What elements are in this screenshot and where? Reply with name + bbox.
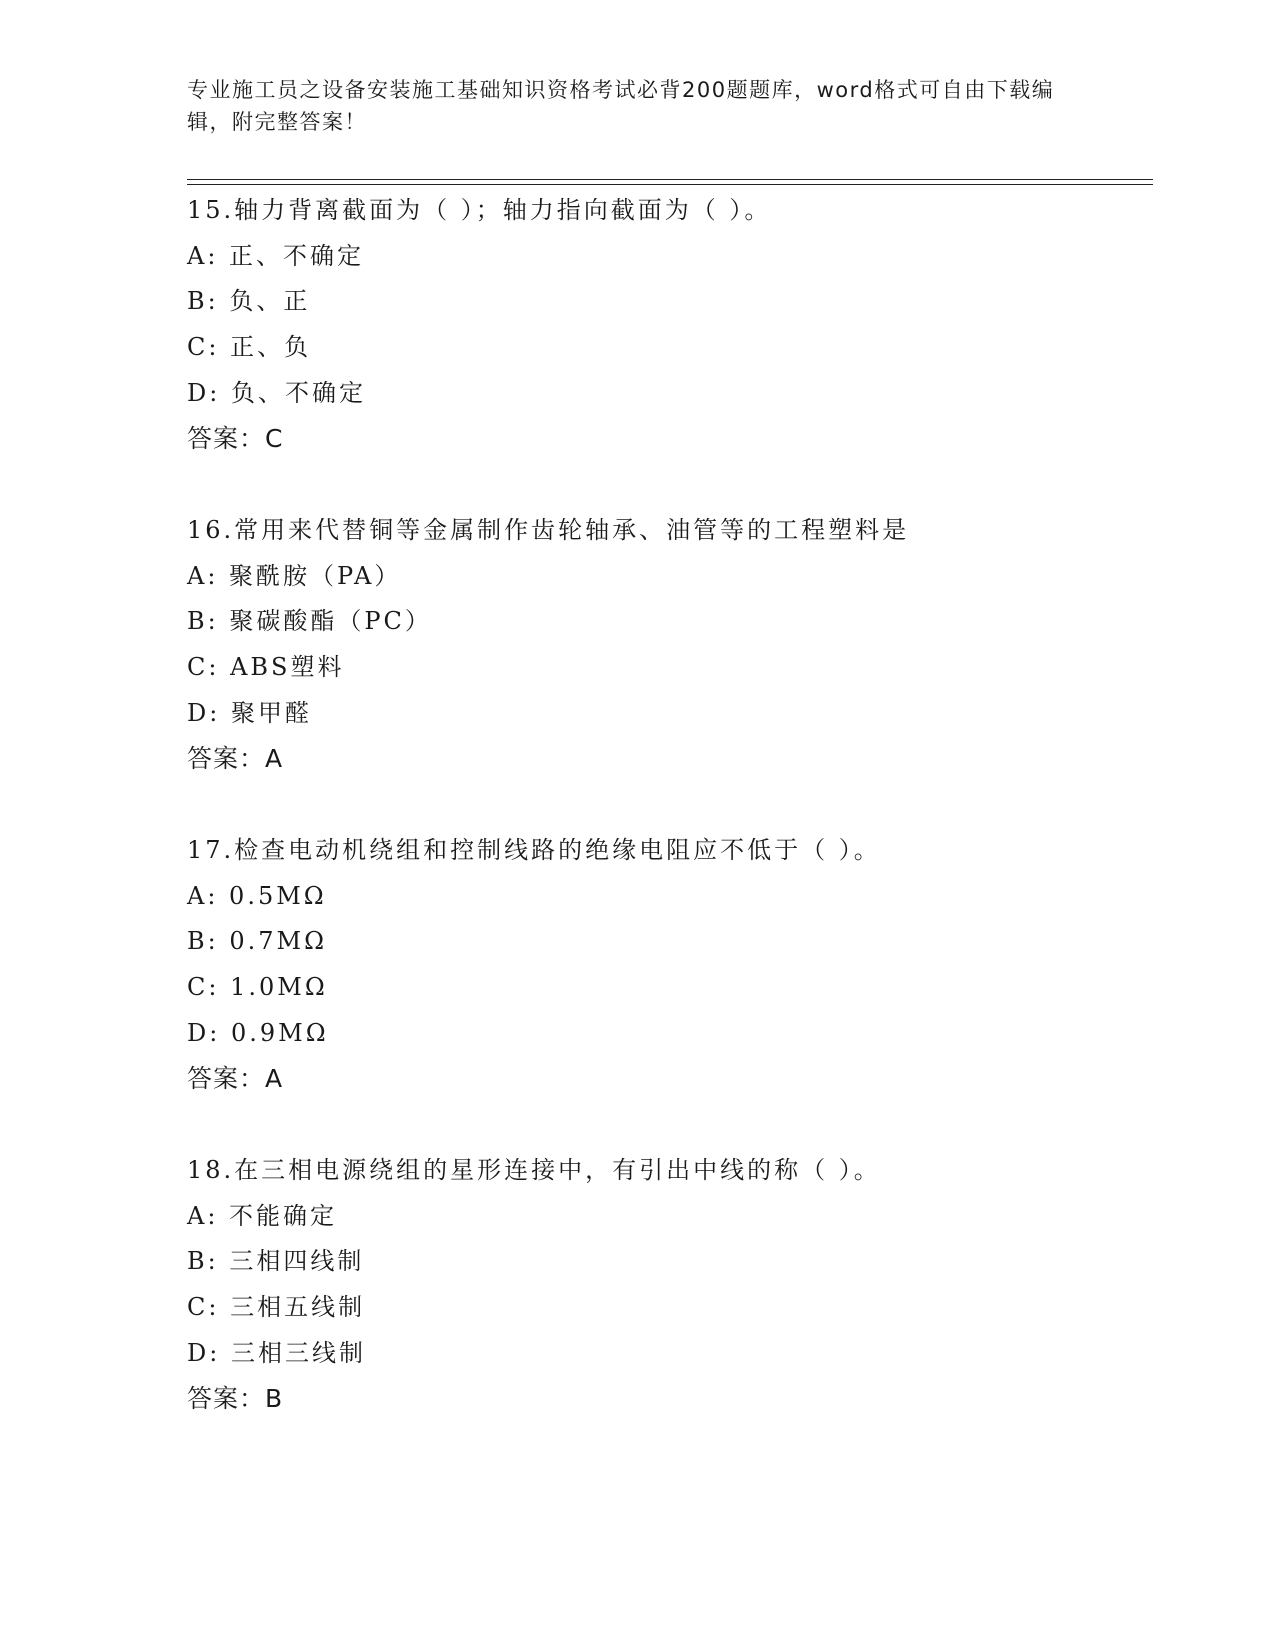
option-d: D: 三相三线制 — [187, 1338, 366, 1367]
option-c: C: 三相五线制 — [187, 1293, 366, 1322]
option-c: C: 1.0MΩ — [187, 973, 328, 1002]
answer-line: 答案：A — [187, 1064, 284, 1094]
option-b: B: 三相四线制 — [187, 1247, 365, 1276]
question-17 — [187, 828, 1153, 1102]
question-stem: 15.轴力背离截面为（ ）；轴力指向截面为（ ）。 — [187, 196, 772, 224]
question-stem: 17.检查电动机绕组和控制线路的绝缘电阻应不低于（ ）。 — [187, 836, 881, 864]
option-a: A: 0.5MΩ — [187, 881, 327, 910]
header-divider-top — [187, 179, 1153, 180]
answer-line: 答案：B — [187, 1384, 284, 1414]
option-b: B: 聚碳酸酯（PC） — [187, 607, 432, 636]
question-15 — [187, 188, 1153, 462]
option-a: A: 不能确定 — [187, 1201, 338, 1230]
option-d: D: 负、不确定 — [187, 378, 366, 407]
option-a: A: 聚酰胺（PA） — [187, 561, 402, 590]
option-b: B: 负、正 — [187, 287, 311, 316]
answer-line: 答案：C — [187, 424, 284, 454]
option-c: C: ABS塑料 — [187, 653, 345, 682]
header-divider-bottom — [187, 184, 1153, 185]
document-header: 专业施工员之设备安装施工基础知识资格考试必背200题题库，word格式可自由下载编辑，附完整答案！ — [187, 78, 1055, 134]
option-d: D: 聚甲醛 — [187, 698, 312, 727]
question-18 — [187, 1148, 1153, 1422]
question-16 — [187, 508, 1153, 782]
option-b: B: 0.7MΩ — [187, 927, 327, 956]
answer-line: 答案：A — [187, 744, 284, 774]
option-c: C: 正、负 — [187, 333, 312, 362]
question-stem: 16.常用来代替铜等金属制作齿轮轴承、油管等的工程塑料是 — [187, 516, 910, 544]
option-a: A: 正、不确定 — [187, 241, 365, 270]
question-stem: 18.在三相电源绕组的星形连接中，有引出中线的称（ ）。 — [187, 1156, 881, 1184]
option-d: D: 0.9MΩ — [187, 1018, 329, 1047]
